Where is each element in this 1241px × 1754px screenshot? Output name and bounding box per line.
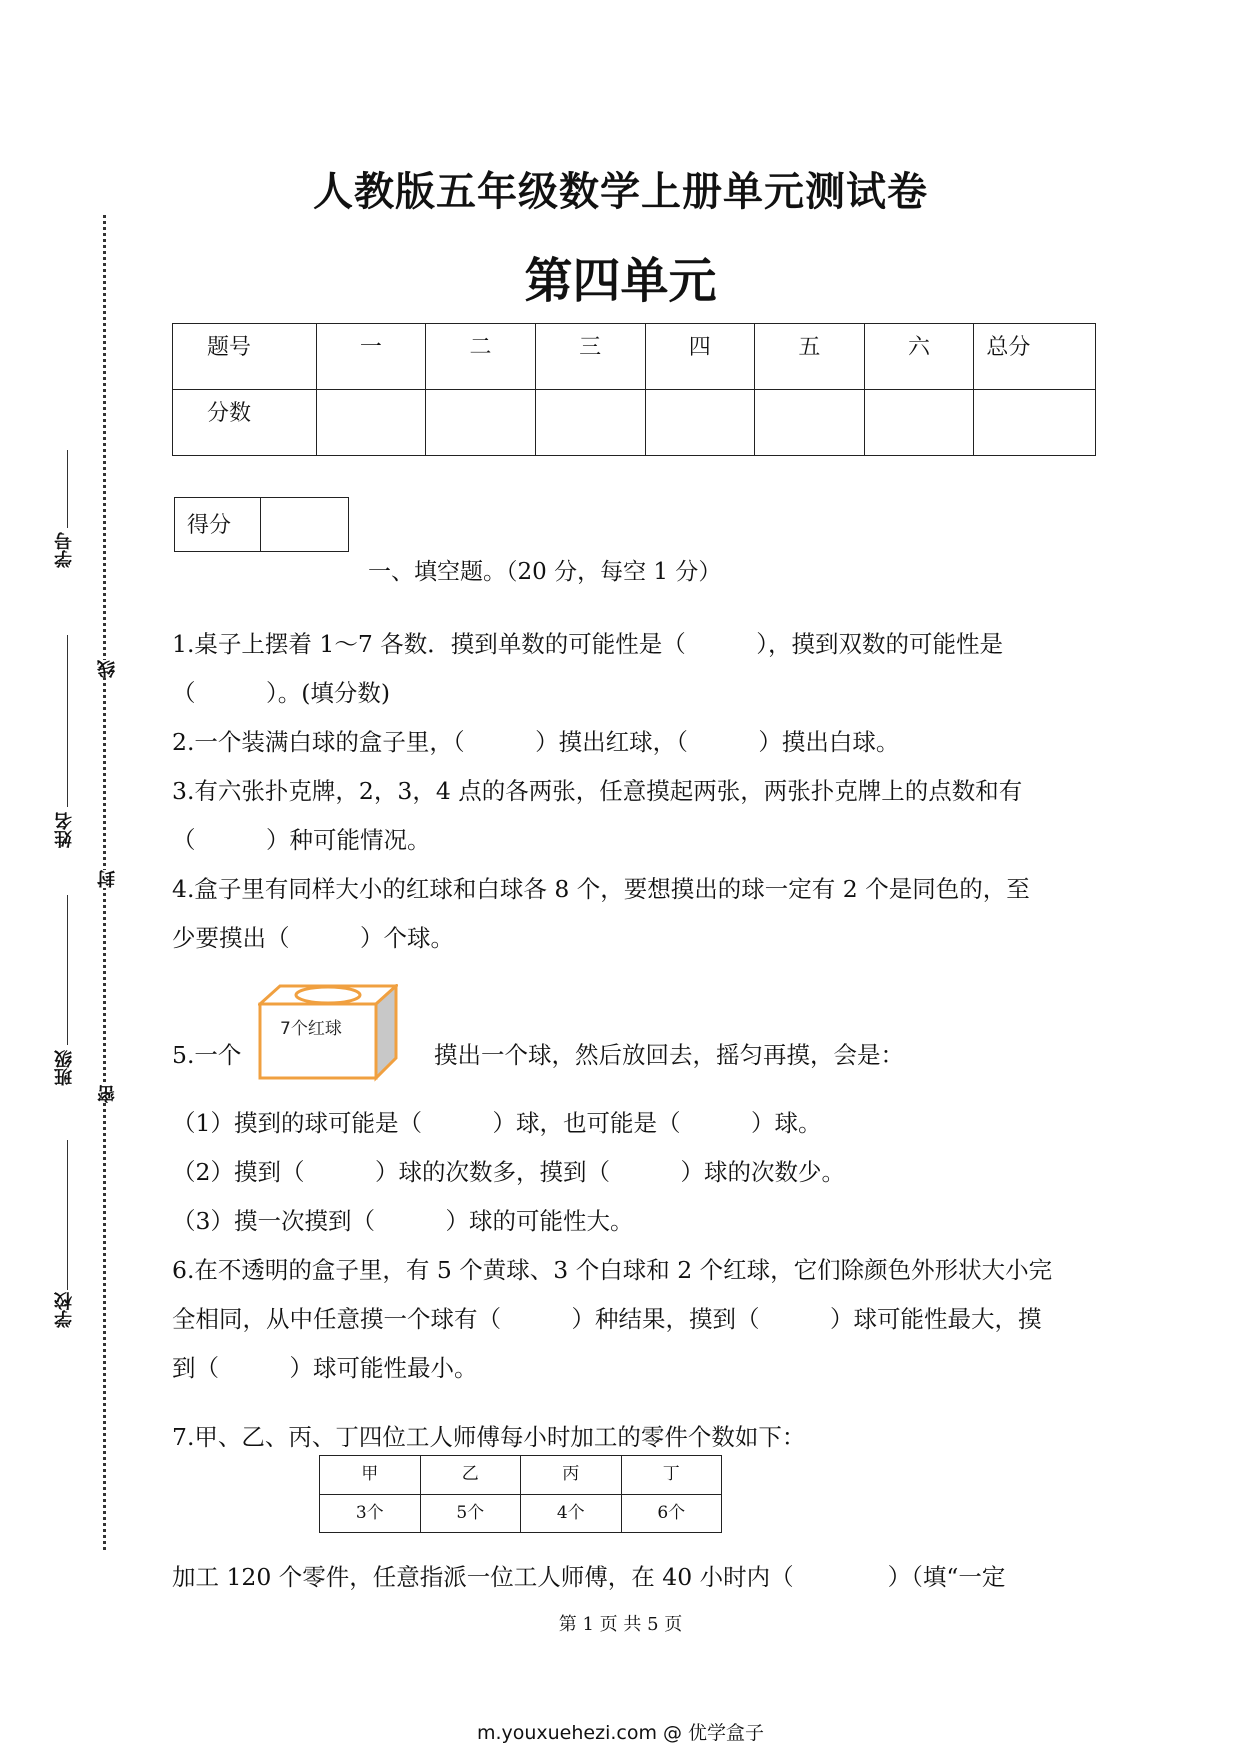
question-1-line-2: （ ）。(填分数) (172, 679, 391, 707)
worker-name-cell: 甲 (320, 1456, 421, 1495)
xingming-blank-line (67, 635, 68, 807)
section-score-label: 得分 (175, 498, 261, 551)
worker-count-cell: 4个 (521, 1494, 622, 1533)
question-6-line-2: 全相同，从中任意摸一个球有（ ）种结果，摸到（ ）球可能性最大，摸 (172, 1305, 1042, 1333)
question-5-text: 摸出一个球，然后放回去，摇匀再摸，会是： (434, 1041, 904, 1069)
question-4-line-1: 4.盒子里有同样大小的红球和白球各 8 个，要想摸出的球一定有 2 个是同色的，至 (172, 875, 1030, 903)
score-header-cell: 题号 (173, 324, 317, 390)
xuehao-blank-line (67, 450, 68, 528)
banji-label: 班级 (54, 1050, 75, 1086)
question-6-line-1: 6.在不透明的盒子里，有 5 个黄球、3 个白球和 2 个红球，它们除颜色外形状大小完 (172, 1256, 1053, 1284)
section-score-box (174, 497, 349, 552)
question-6-line-3: 到（ ）球可能性最小。 (172, 1354, 478, 1382)
question-3-line-2: （ ）种可能情况。 (172, 826, 431, 854)
ball-box-svg (258, 984, 398, 1082)
score-header-cell: 六 (864, 324, 974, 390)
xuexiao-label: 学校 (54, 1292, 75, 1328)
score-input-cell[interactable] (864, 390, 974, 456)
xian-label: 线 (95, 660, 121, 678)
worker-name-cell: 乙 (420, 1456, 521, 1495)
question-5-part-1: （1）摸到的球可能是（ ）球，也可能是（ ）球。 (172, 1109, 822, 1137)
section-score-input[interactable] (262, 498, 348, 551)
question-7: 7.甲、乙、丙、丁四位工人师傅每小时加工的零件个数如下： (172, 1423, 806, 1451)
score-row-label: 分数 (173, 390, 317, 456)
score-header-cell: 总分 (974, 324, 1096, 390)
section-title: 一、填空题。（20 分，每空 1 分） (368, 559, 722, 585)
worker-name-cell: 丙 (521, 1456, 622, 1495)
score-input-cell[interactable] (535, 390, 645, 456)
score-header-cell: 二 (426, 324, 536, 390)
score-input-cell[interactable] (645, 390, 755, 456)
question-3-line-1: 3.有六张扑克牌，2，3，4 点的各两张，任意摸起两张，两张扑克牌上的点数和有 (172, 777, 1023, 805)
banji-blank-line (67, 895, 68, 1045)
score-header-cell: 五 (755, 324, 865, 390)
question-5-part-3: （3）摸一次摸到（ ）球的可能性大。 (172, 1207, 634, 1235)
xuexiao-blank-line (67, 1140, 68, 1290)
site-watermark: m.youxuehezi.com @ 优学盒子 (476, 1722, 765, 1744)
workers-name-row (320, 1456, 722, 1495)
score-input-cell[interactable] (974, 390, 1096, 456)
ball-box-label: 7个红球 (280, 1019, 342, 1039)
score-input-cell[interactable] (755, 390, 865, 456)
workers-table (319, 1455, 722, 1533)
xuehao-label: 学号 (54, 532, 75, 568)
question-7-line-2: 加工 120 个零件，任意指派一位工人师傅，在 40 小时内（ ）（填“一定 (172, 1563, 1006, 1591)
score-table-score-row (173, 390, 1096, 456)
unit-title: 第四单元 (524, 253, 717, 309)
score-header-cell: 三 (535, 324, 645, 390)
score-input-cell[interactable] (426, 390, 536, 456)
workers-count-row (320, 1494, 722, 1533)
worker-count-cell: 3个 (320, 1494, 421, 1533)
score-table (172, 323, 1096, 456)
score-header-cell: 一 (316, 324, 426, 390)
page-title: 人教版五年级数学上册单元测试卷 (313, 168, 928, 215)
question-1-line-1: 1.桌子上摆着 1～7 各数．摸到单数的可能性是（ ），摸到双数的可能性是 (172, 630, 1004, 658)
ball-box-illustration (258, 984, 398, 1082)
worker-name-cell: 丁 (621, 1456, 722, 1495)
question-5-part-2: （2）摸到（ ）球的次数多，摸到（ ）球的次数少。 (172, 1158, 845, 1186)
page-footer: 第 1 页 共 5 页 (558, 1614, 683, 1635)
mi-label: 密 (95, 1085, 121, 1103)
score-table-header-row (173, 324, 1096, 390)
question-2: 2.一个装满白球的盒子里，（ ）摸出红球，（ ）摸出白球。 (172, 728, 900, 756)
question-4-line-2: 少要摸出（ ）个球。 (172, 924, 454, 952)
score-input-cell[interactable] (316, 390, 426, 456)
worker-count-cell: 6个 (621, 1494, 722, 1533)
question-5-prefix: 5.一个 (172, 1041, 242, 1069)
worker-count-cell: 5个 (420, 1494, 521, 1533)
score-header-cell: 四 (645, 324, 755, 390)
xingming-label: 姓名 (54, 812, 75, 848)
feng-label: 封 (95, 870, 121, 888)
